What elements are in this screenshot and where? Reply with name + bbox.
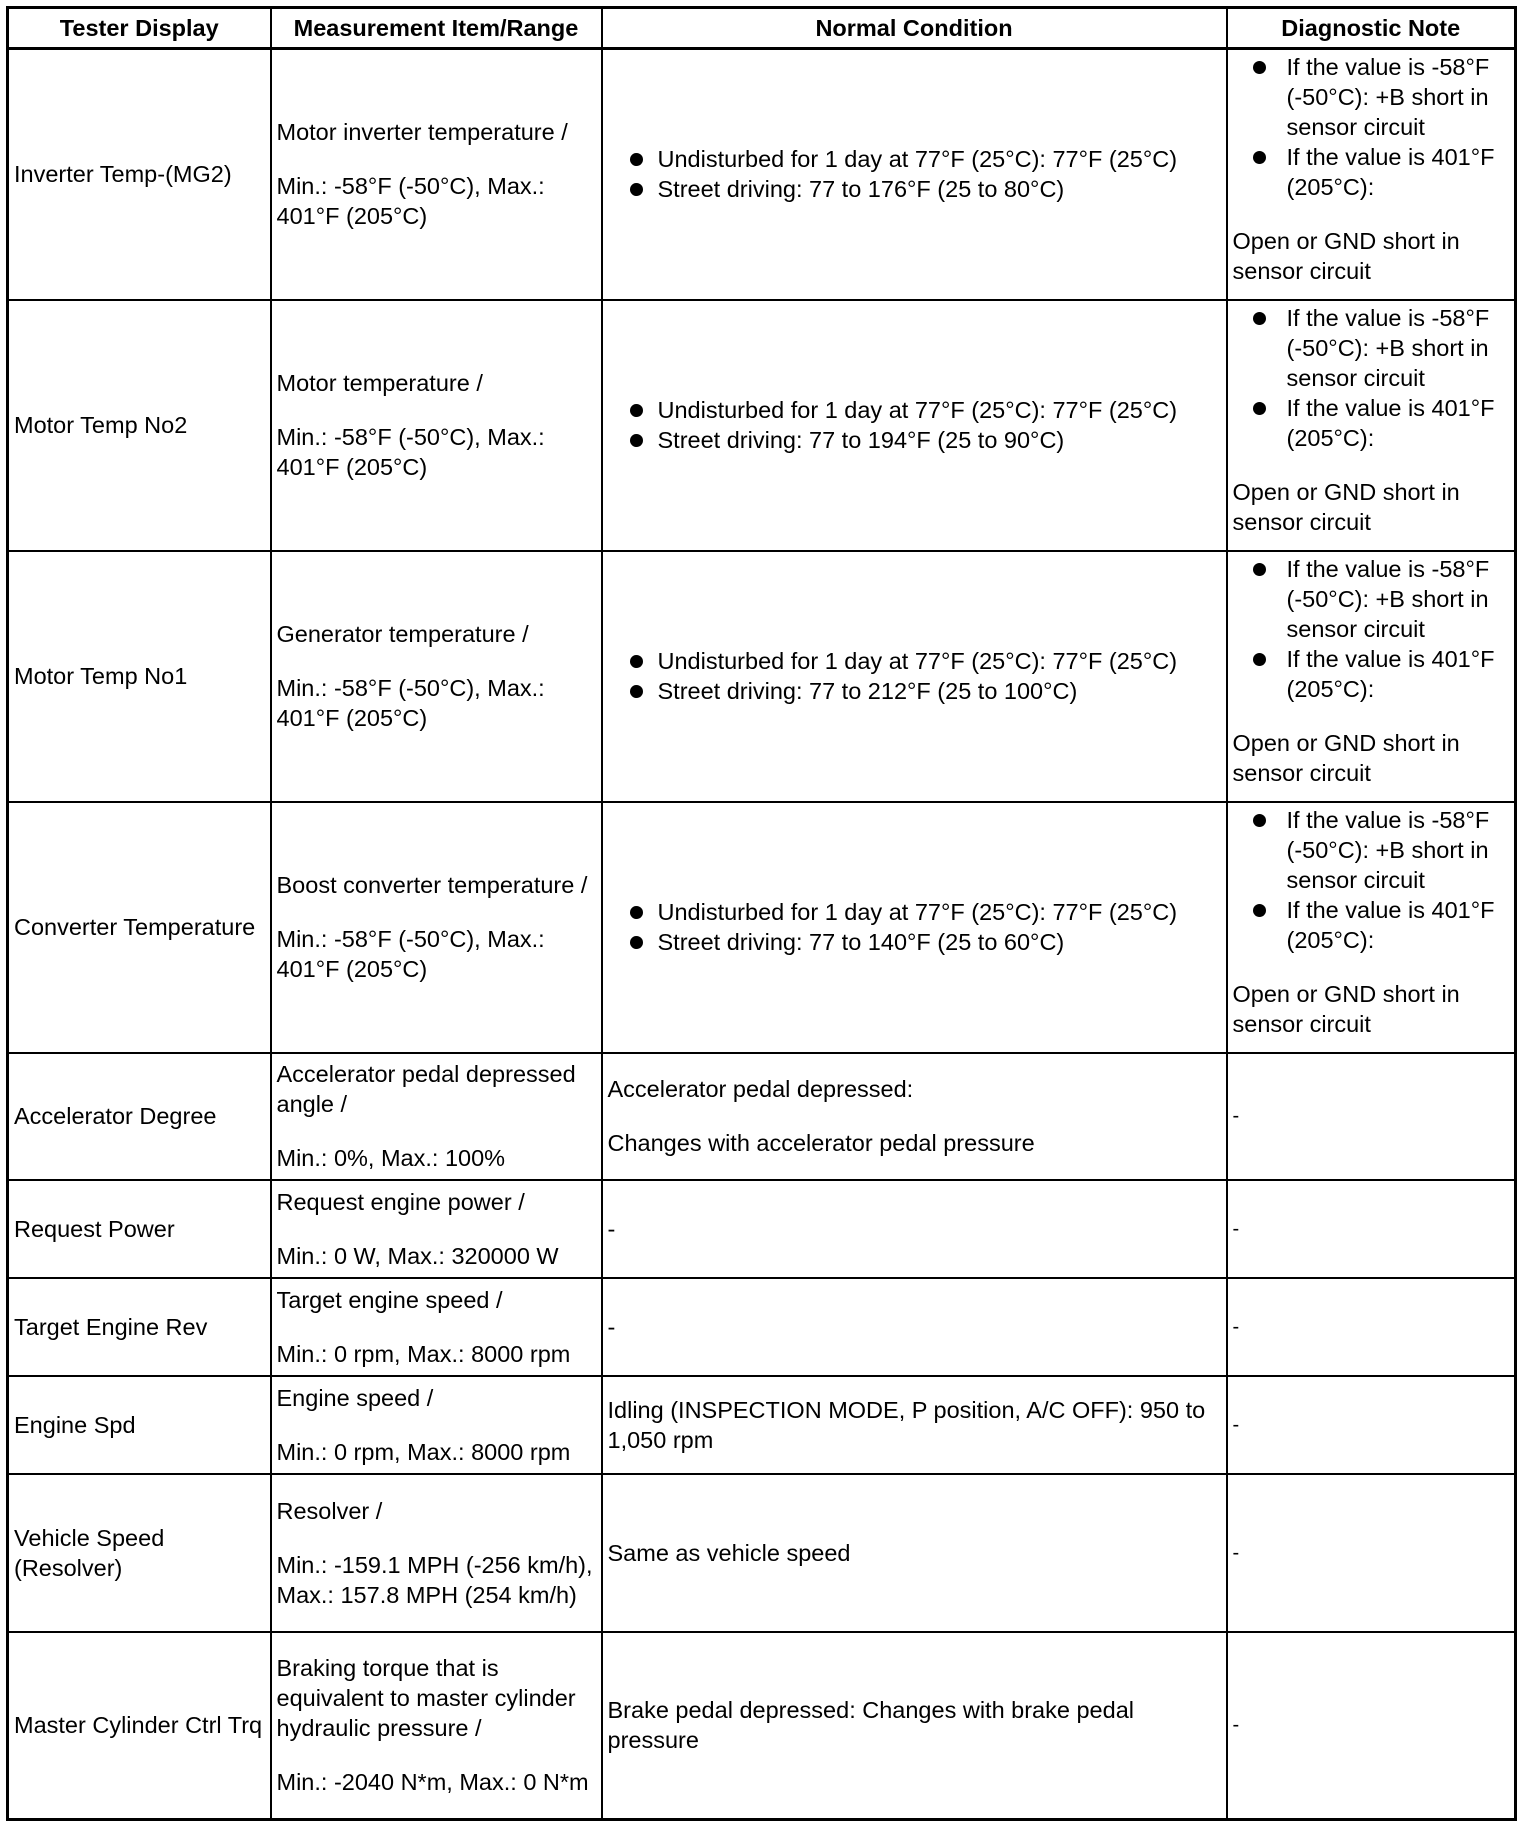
paragraph-gap <box>277 1526 596 1550</box>
measurement-range-text: Min.: -159.1 MPH (-256 km/h), Max.: 157.8 MPH (254 km/h) <box>276 1551 593 1608</box>
header-tester-display: Tester Display <box>8 8 271 49</box>
paragraph-gap <box>277 1413 596 1437</box>
normal-condition-list <box>608 646 1221 706</box>
list-item-text: Street driving: 77 to 194°F (25 to 90°C) <box>657 427 1065 453</box>
table-row <box>8 1053 1516 1180</box>
diagnostic-note-text: Open or GND short in sensor circuit <box>1232 478 1460 535</box>
measurement-range-text: Min.: -58°F (-50°C), Max.: 401°F (205°C) <box>276 675 545 731</box>
measurement-item-text: Motor inverter temperature / <box>276 119 568 146</box>
normal-condition-cell <box>602 1180 1227 1278</box>
measurement-item-text: Accelerator pedal depressed angle / <box>276 1061 576 1117</box>
bullet-icon <box>630 936 643 949</box>
table-row <box>8 300 1516 551</box>
table-row <box>8 1376 1516 1474</box>
paragraph-gap <box>277 1315 596 1339</box>
normal-condition-text: - <box>607 1313 616 1340</box>
header-normal-condition: Normal Condition <box>602 8 1227 49</box>
normal-condition-list <box>608 395 1221 455</box>
list-item <box>608 144 1221 174</box>
diagnostic-note-text: - <box>1232 1315 1240 1338</box>
diagnostic-note-text: Open or GND short in sensor circuit <box>1232 228 1460 284</box>
list-item <box>608 425 1221 455</box>
bullet-icon <box>630 685 643 698</box>
list-item <box>1233 554 1510 644</box>
measurement-range-text: Min.: -58°F (-50°C), Max.: 401°F (205°C) <box>276 926 545 982</box>
measurement-range-text: Min.: 0 W, Max.: 320000 W <box>276 1242 559 1269</box>
diagnostic-note-cell <box>1227 1632 1516 1820</box>
diagnostic-note-cell <box>1227 1474 1516 1632</box>
measurement-cell <box>271 802 602 1053</box>
bullet-icon <box>1253 61 1266 74</box>
paragraph-gap <box>1233 955 1510 979</box>
measurement-cell <box>271 1474 602 1632</box>
diagnostic-note-text: Open or GND short in sensor circuit <box>1232 980 1460 1037</box>
list-item <box>608 676 1221 706</box>
header-row <box>8 8 1516 49</box>
diagnostic-note-list <box>1233 805 1510 955</box>
bullet-icon <box>630 183 643 196</box>
tester-display-cell: Accelerator Degree <box>8 1053 271 1180</box>
measurement-range-text: Min.: 0%, Max.: 100% <box>276 1145 506 1171</box>
list-item <box>1233 895 1510 955</box>
paragraph-gap <box>277 1217 596 1241</box>
measurement-cell <box>271 1278 602 1376</box>
list-item <box>608 897 1221 927</box>
tester-display-cell: Target Engine Rev <box>8 1278 271 1376</box>
normal-condition-text: Accelerator pedal depressed: <box>607 1076 914 1102</box>
list-item <box>608 395 1221 425</box>
tester-display-cell: Converter Temperature <box>8 802 271 1053</box>
list-item-text: Street driving: 77 to 140°F (25 to 60°C) <box>657 929 1065 955</box>
list-item-text: Undisturbed for 1 day at 77°F (25°C): 77°F (25°C) <box>657 899 1178 925</box>
table-row <box>8 49 1516 300</box>
bullet-icon <box>630 404 643 417</box>
list-item-text: Street driving: 77 to 212°F (25 to 100°C) <box>657 678 1078 704</box>
normal-condition-list <box>608 897 1221 957</box>
data-list-table <box>6 6 1517 1821</box>
measurement-item-text: Engine speed / <box>276 1384 434 1411</box>
diagnostic-note-list <box>1233 554 1510 704</box>
normal-condition-cell <box>602 1474 1227 1632</box>
paragraph-gap <box>277 398 596 422</box>
measurement-cell <box>271 1376 602 1474</box>
list-item-text: If the value is 401°F (205°C): <box>1286 394 1495 451</box>
list-item <box>1233 805 1510 895</box>
normal-condition-text: Idling (INSPECTION MODE, P position, A/C OFF): 950 to 1,050 rpm <box>607 1396 1206 1453</box>
list-item-text: If the value is 401°F (205°C): <box>1286 896 1495 953</box>
measurement-cell <box>271 49 602 300</box>
measurement-range-text: Min.: 0 rpm, Max.: 8000 rpm <box>276 1438 571 1465</box>
tester-display-cell: Engine Spd <box>8 1376 271 1474</box>
diagnostic-note-text: - <box>1232 1105 1240 1127</box>
list-item-text: If the value is 401°F (205°C): <box>1286 645 1495 702</box>
tester-display-cell: Inverter Temp-(MG2) <box>8 49 271 300</box>
measurement-item-text: Resolver / <box>276 1497 383 1524</box>
normal-condition-text: Brake pedal depressed: Changes with brake pedal pressure <box>607 1697 1134 1754</box>
paragraph-gap <box>277 147 596 171</box>
measurement-cell <box>271 551 602 802</box>
data-list-document <box>6 6 1514 1817</box>
paragraph-gap <box>1233 704 1510 728</box>
normal-condition-cell <box>602 551 1227 802</box>
paragraph-gap <box>277 1743 596 1767</box>
diagnostic-note-cell <box>1227 551 1516 802</box>
diagnostic-note-cell <box>1227 1180 1516 1278</box>
measurement-item-text: Braking torque that is equivalent to master cylinder hydraulic pressure / <box>276 1655 576 1742</box>
table-row <box>8 1278 1516 1376</box>
measurement-cell <box>271 1632 602 1820</box>
bullet-icon <box>630 655 643 668</box>
normal-condition-cell <box>602 300 1227 551</box>
bullet-icon <box>1253 653 1266 666</box>
bullet-icon <box>1253 904 1266 917</box>
list-item <box>608 927 1221 957</box>
diagnostic-note-cell <box>1227 1376 1516 1474</box>
measurement-cell <box>271 300 602 551</box>
normal-condition-list <box>608 144 1221 204</box>
measurement-range-text: Min.: -58°F (-50°C), Max.: 401°F (205°C) <box>276 424 545 480</box>
diagnostic-note-cell <box>1227 1053 1516 1180</box>
bullet-icon <box>1253 814 1266 827</box>
table-row <box>8 802 1516 1053</box>
normal-condition-cell <box>602 49 1227 300</box>
table-row <box>8 551 1516 802</box>
bullet-icon <box>630 434 643 447</box>
list-item <box>1233 142 1510 202</box>
list-item-text: If the value is -58°F (-50°C): +B short in sensor circuit <box>1286 304 1490 391</box>
header-diagnostic-note: Diagnostic Note <box>1227 8 1516 49</box>
list-item-text: Undisturbed for 1 day at 77°F (25°C): 77°F (25°C) <box>657 146 1178 173</box>
table-row <box>8 1632 1516 1820</box>
bullet-icon <box>1253 563 1266 576</box>
list-item-text: If the value is -58°F (-50°C): +B short in sensor circuit <box>1286 806 1490 893</box>
bullet-icon <box>1253 312 1266 325</box>
diagnostic-note-cell <box>1227 49 1516 300</box>
diagnostic-note-text: - <box>1232 1714 1240 1737</box>
list-item-text: If the value is 401°F (205°C): <box>1286 144 1495 200</box>
bullet-icon <box>1253 402 1266 415</box>
list-item-text: Street driving: 77 to 176°F (25 to 80°C) <box>657 176 1065 203</box>
list-item-text: If the value is -58°F (-50°C): +B short in sensor circuit <box>1286 555 1490 642</box>
normal-condition-cell <box>602 802 1227 1053</box>
measurement-range-text: Min.: -58°F (-50°C), Max.: 401°F (205°C) <box>276 173 545 230</box>
normal-condition-text: Changes with accelerator pedal pressure <box>607 1130 1035 1156</box>
list-item <box>608 646 1221 676</box>
diagnostic-note-text: - <box>1232 1413 1240 1436</box>
list-item <box>1233 393 1510 453</box>
list-item <box>608 174 1221 204</box>
diagnostic-note-cell <box>1227 1278 1516 1376</box>
tester-display-cell: Master Cylinder Ctrl Trq <box>8 1632 271 1820</box>
header-measurement-item: Measurement Item/Range <box>271 8 602 49</box>
diagnostic-note-text: - <box>1232 1541 1240 1564</box>
list-item <box>1233 303 1510 393</box>
diagnostic-note-list <box>1233 52 1510 202</box>
measurement-item-text: Boost converter temperature / <box>276 872 588 898</box>
measurement-cell <box>271 1180 602 1278</box>
diagnostic-note-cell <box>1227 300 1516 551</box>
measurement-item-text: Generator temperature / <box>276 621 529 647</box>
list-item-text: If the value is -58°F (-50°C): +B short in sensor circuit <box>1286 54 1490 140</box>
diagnostic-note-cell <box>1227 802 1516 1053</box>
tester-display-cell: Motor Temp No1 <box>8 551 271 802</box>
measurement-range-text: Min.: -2040 N*m, Max.: 0 N*m <box>276 1769 589 1796</box>
tester-display-cell: Motor Temp No2 <box>8 300 271 551</box>
bullet-icon <box>630 906 643 919</box>
paragraph-gap <box>277 1119 596 1143</box>
paragraph-gap <box>277 649 596 673</box>
list-item <box>1233 644 1510 704</box>
paragraph-gap <box>1233 453 1510 477</box>
diagnostic-note-text: - <box>1232 1217 1240 1240</box>
measurement-item-text: Motor temperature / <box>276 370 483 396</box>
table-row <box>8 1474 1516 1632</box>
measurement-range-text: Min.: 0 rpm, Max.: 8000 rpm <box>276 1340 571 1367</box>
paragraph-gap <box>608 1104 1221 1128</box>
paragraph-gap <box>1233 202 1510 226</box>
normal-condition-cell <box>602 1053 1227 1180</box>
list-item-text: Undisturbed for 1 day at 77°F (25°C): 77°F (25°C) <box>657 648 1178 674</box>
measurement-item-text: Request engine power / <box>276 1188 525 1215</box>
diagnostic-note-list <box>1233 303 1510 453</box>
list-item <box>1233 52 1510 142</box>
paragraph-gap <box>277 900 596 924</box>
bullet-icon <box>630 153 643 166</box>
normal-condition-cell <box>602 1632 1227 1820</box>
normal-condition-cell <box>602 1278 1227 1376</box>
diagnostic-note-text: Open or GND short in sensor circuit <box>1232 729 1460 786</box>
normal-condition-text: Same as vehicle speed <box>607 1539 851 1566</box>
normal-condition-text: - <box>607 1215 616 1242</box>
normal-condition-cell <box>602 1376 1227 1474</box>
measurement-cell <box>271 1053 602 1180</box>
tester-display-cell: Request Power <box>8 1180 271 1278</box>
bullet-icon <box>1253 151 1266 164</box>
list-item-text: Undisturbed for 1 day at 77°F (25°C): 77°F (25°C) <box>657 397 1178 423</box>
tester-display-cell: Vehicle Speed (Resolver) <box>8 1474 271 1632</box>
measurement-item-text: Target engine speed / <box>276 1286 503 1313</box>
table-row <box>8 1180 1516 1278</box>
